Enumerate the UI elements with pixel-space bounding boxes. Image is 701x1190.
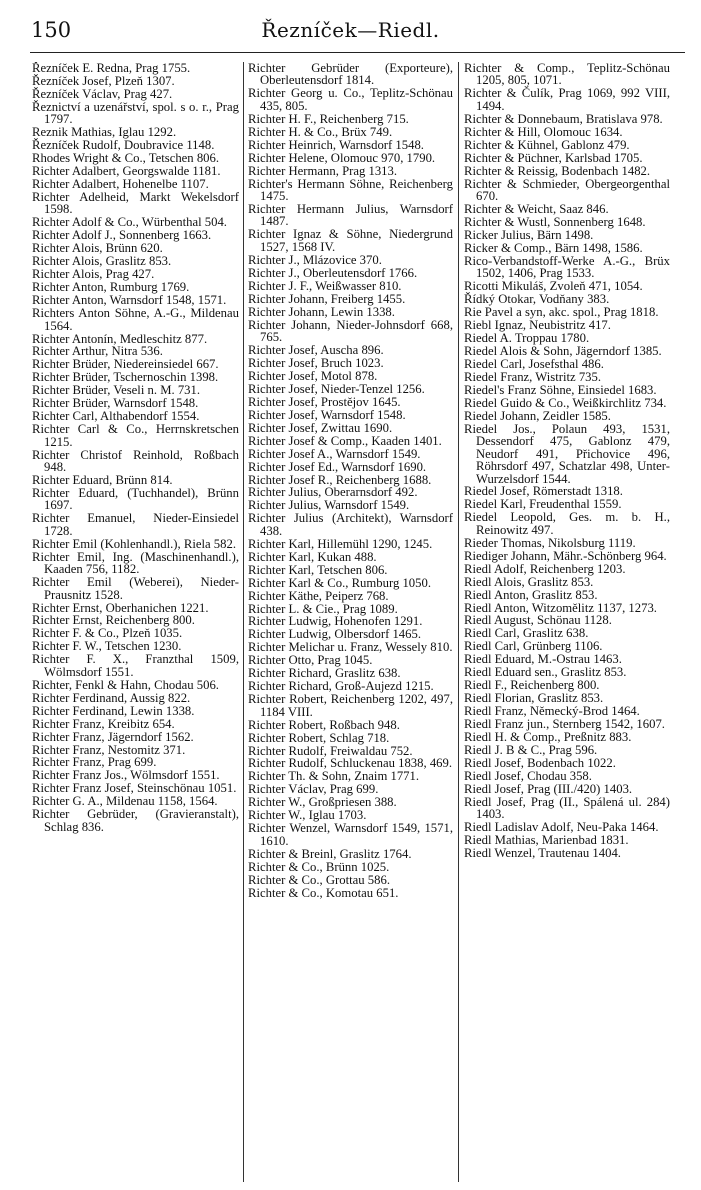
directory-entry: Richter Gebrüder, (Gravieranstalt), Schlag 836.: [32, 807, 239, 834]
directory-entry: Richter Arthur, Nitra 536.: [32, 344, 163, 359]
directory-entry: Richter Karl & Co., Rumburg 1050.: [248, 575, 432, 590]
directory-entry: Richter F. W., Tetschen 1230.: [32, 639, 182, 654]
directory-entry: Richter Josef R., Reichenberg 1688.: [248, 472, 432, 487]
directory-entry: Riedl Josef, Chodau 358.: [464, 768, 592, 783]
directory-entry: Richter Richard, Graslitz 638.: [248, 666, 401, 681]
directory-entry: Richter & Donnebaum, Bratislava 978.: [464, 111, 663, 126]
directory-entry: Richter Hermann Julius, Warnsdorf 1487.: [248, 201, 453, 229]
directory-entry: Richter Ferdinand, Lewin 1338.: [32, 703, 195, 718]
directory-entry: Richter Georg u. Co., Teplitz-Schönau 435, 805.: [248, 86, 453, 113]
directory-entry: Riedel Leopold, Ges. m. b. H., Reinowitz 497.: [464, 510, 670, 537]
directory-entry: Richter & Hill, Olomouc 1634.: [464, 124, 623, 139]
directory-entry: Richter Franz, Jägerndorf 1562.: [32, 729, 194, 744]
directory-entry: Riedel Josef, Römerstadt 1318.: [464, 484, 623, 499]
directory-entry: Richter Hermann, Prag 1313.: [248, 163, 398, 178]
directory-entry: Řídký Otokar, Vodňany 383.: [464, 292, 610, 307]
directory-entry: Richter W., Iglau 1703.: [248, 808, 367, 823]
directory-entry: Richter Josef, Prostějov 1645.: [248, 394, 401, 409]
directory-entry: Richter Emil (Kohlenhandl.), Riela 582.: [32, 536, 237, 551]
directory-entry: Richter Josef & Comp., Kaaden 1401.: [248, 433, 442, 448]
directory-entry: Richter Josef, Nieder-Tenzel 1256.: [248, 381, 425, 396]
directory-column-3: [464, 62, 670, 1182]
page-number: 150: [31, 18, 72, 42]
directory-entry: Richter Wenzel, Warnsdorf 1549, 1571, 1610.: [248, 821, 453, 848]
directory-entry: Richter Brüder, Warnsdorf 1548.: [32, 396, 199, 411]
directory-entry: Richter & Breinl, Graslitz 1764.: [248, 846, 412, 861]
directory-entry: Richter Johann, Lewin 1338.: [248, 304, 395, 319]
directory-entry: Richter Franz Josef, Steinschönau 1051.: [32, 781, 237, 796]
directory-entry: Rieder Thomas, Nikolsburg 1119.: [464, 535, 636, 550]
directory-entry: Řezníček Josef, Plzeň 1307.: [32, 73, 175, 88]
directory-entry: Richter & Kühnel, Gablonz 479.: [464, 137, 630, 152]
directory-entry: Richter Richard, Groß-Aujezd 1215.: [248, 679, 434, 694]
directory-entry: Richter Julius (Architekt), Warnsdorf 438.: [248, 511, 453, 538]
directory-entry: Riedl Eduard, M.-Ostrau 1463.: [464, 652, 622, 667]
directory-entry: Richter Franz, Kreibitz 654.: [32, 716, 175, 731]
directory-entry: Richter G. A., Mildenau 1158, 1564.: [32, 794, 218, 809]
directory-entry: Riedl Carl, Graslitz 638.: [464, 626, 589, 641]
directory-entry: Richter H. F., Reichenberg 715.: [248, 111, 409, 126]
directory-entry: Richter Brüder, Tschernoschin 1398.: [32, 370, 219, 385]
directory-entry: Richter J. F., Weißwasser 810.: [248, 278, 402, 293]
directory-entry: Richter Josef, Zwittau 1690.: [248, 420, 393, 435]
directory-entry: Richter Robert, Schlag 718.: [248, 730, 390, 745]
directory-entry: Richter Ernst, Oberhanichen 1221.: [32, 600, 209, 615]
directory-entry: Richter Emanuel, Nieder-Einsiedel 1728.: [32, 511, 239, 538]
directory-entry: Richter Adolf J., Sonnenberg 1663.: [32, 228, 212, 243]
directory-entry: Richter & Comp., Teplitz-Schönau 1205, 805, 1071.: [464, 62, 670, 88]
directory-entry: Richter Eduard, Brünn 814.: [32, 473, 173, 487]
directory-entry: Richter Emil (Weberei), Nieder-Prausnitz 1528.: [32, 575, 239, 602]
directory-entry: Řezníček Rudolf, Doubravice 1148.: [32, 138, 215, 153]
directory-entry: Riedl Adolf, Reichenberg 1203.: [464, 561, 626, 576]
directory-entry: Richter Ludwig, Hohenofen 1291.: [248, 614, 423, 629]
directory-entry: Richter Adelheid, Markt Wekelsdorf 1598.: [32, 190, 239, 217]
directory-entry: Richter Rudolf, Schluckenau 1838, 469.: [248, 756, 453, 771]
directory-entry: Riedel Franz, Wistritz 735.: [464, 369, 602, 384]
directory-entry: Riedl Ladislav Adolf, Neu-Paka 1464.: [464, 820, 659, 835]
directory-entry: Riedel Alois & Sohn, Jägerndorf 1385.: [464, 343, 662, 358]
directory-entry: Riedl Florian, Graslitz 853.: [464, 691, 604, 706]
directory-entry: Řezníček E. Redna, Prag 1755.: [32, 62, 191, 75]
directory-entry: Riedl Josef, Prag (II., Spálená ul. 284) 1403.: [464, 794, 670, 822]
directory-entry: Richter F. & Co., Plzeň 1035.: [32, 626, 183, 641]
directory-entry: Richter Ernst, Reichenberg 800.: [32, 613, 195, 628]
directory-entry: Richter Josef A., Warnsdorf 1549.: [248, 446, 421, 461]
directory-entry: Riedl Franz jun., Sternberg 1542, 1607.: [464, 717, 665, 732]
directory-entry: Richter Karl, Kukan 488.: [248, 549, 377, 564]
directory-entry: Richter & Schmieder, Obergeorgenthal 670.: [464, 176, 670, 204]
directory-entry: Richter Adolf & Co., Würbenthal 504.: [32, 215, 227, 230]
directory-entry: Richter Ferdinand, Aussig 822.: [32, 690, 191, 705]
directory-entry: Riedel A. Troppau 1780.: [464, 331, 590, 346]
directory-entry: Richter Ignaz & Söhne, Niedergrund 1527, 1568 IV.: [248, 227, 453, 254]
directory-entry: Ricker Julius, Bärn 1498.: [464, 227, 594, 242]
directory-entry: Řezníček Václav, Prag 427.: [32, 86, 173, 101]
directory-entry: Riedl Franz, Německý-Brod 1464.: [464, 704, 640, 719]
directory-entry: Richters Anton Söhne, A.-G., Mildenau 1564.: [32, 306, 239, 333]
header-rule: [30, 52, 685, 53]
column-divider: [243, 62, 244, 1182]
directory-entry: Richter Christof Reinhold, Roßbach 948.: [32, 447, 239, 475]
running-head: Řezníček—Riedl.: [261, 18, 440, 42]
directory-entry: Riedl Wenzel, Trautenau 1404.: [464, 846, 621, 861]
directory-entry: Richter L. & Cie., Prag 1089.: [248, 601, 398, 616]
directory-column-2: [248, 62, 453, 1182]
directory-entry: Richter Antonín, Medleschitz 877.: [32, 331, 208, 346]
directory-entry: Riedel Guido & Co., Weißkirchlitz 734.: [464, 395, 667, 410]
directory-entry: Ricotti Mikuláš, Zvoleň 471, 1054.: [464, 279, 643, 294]
directory-entry: Richter & Čulík, Prag 1069, 992 VIII, 1494.: [464, 86, 670, 113]
directory-entry: Richter Rudolf, Freiwaldau 752.: [248, 743, 413, 758]
directory-entry: Richter Ludwig, Olbersdorf 1465.: [248, 627, 422, 642]
directory-entry: Riedl Anton, Witzomělitz 1137, 1273.: [464, 600, 657, 615]
directory-entry: Richter W., Großpriesen 388.: [248, 795, 397, 810]
directory-entry: Richter Josef, Motol 878.: [248, 368, 378, 383]
directory-entry: Riedel Carl, Josefsthal 486.: [464, 356, 604, 371]
directory-entry: Richter Anton, Rumburg 1769.: [32, 280, 190, 295]
directory-entry: Richter H. & Co., Brüx 749.: [248, 124, 393, 139]
directory-entry: Richter Robert, Reichenberg 1202, 497, 1184 VIII.: [248, 692, 453, 719]
directory-entry: Richter Alois, Brünn 620.: [32, 241, 163, 256]
directory-entry: Richter & Reissig, Bodenbach 1482.: [464, 163, 651, 178]
directory-entry: Richter & Co., Grottau 586.: [248, 872, 391, 887]
directory-entry: Riedl Anton, Graslitz 853.: [464, 587, 598, 602]
directory-entry: Richter & Weicht, Saaz 846.: [464, 201, 609, 216]
directory-entry: Richter Eduard, (Tuchhandel), Brünn 1697.: [32, 485, 239, 513]
directory-entry: Riedel's Franz Söhne, Einsiedel 1683.: [464, 382, 657, 397]
directory-entry: Richter Karl, Hillemühl 1290, 1245.: [248, 536, 433, 551]
directory-entry: Richter Johann, Nieder-Johnsdorf 668, 765.: [248, 317, 453, 345]
directory-entry: Riediger Johann, Mähr.-Schönberg 964.: [464, 548, 667, 563]
page-header: [0, 14, 701, 46]
directory-entry: Richter Alois, Graslitz 853.: [32, 254, 172, 269]
directory-entry: Richter Franz, Prag 699.: [32, 755, 157, 770]
directory-entry: Richter J., Mlázovice 370.: [248, 252, 382, 267]
directory-entry: Riedl Eduard sen., Graslitz 853.: [464, 665, 627, 680]
directory-entry: Richter Heinrich, Warnsdorf 1548.: [248, 137, 424, 152]
directory-entry: Richter Franz, Nestomitz 371.: [32, 742, 186, 757]
directory-entry: Riedel Jos., Polaun 493, 1531, Dessendorf 475, Gablonz 479, Neudorf 491, Přichovice 496, Röhrsdorf 497, Schatzlar 498, Unter-Wurzelsdorf 1544.: [464, 421, 670, 486]
directory-entry: Richter Emil, Ing. (Maschinenhandl.), Kaaden 756, 1182.: [32, 549, 239, 577]
directory-entry: Richter's Hermann Söhne, Reichenberg 1475.: [248, 176, 453, 204]
directory-entry: Richter Melichar u. Franz, Wessely 810.: [248, 640, 453, 655]
directory-entry: Richter Carl, Althabendorf 1554.: [32, 409, 200, 424]
directory-entry: Richter Václav, Prag 699.: [248, 782, 379, 797]
directory-entry: Richter Josef, Warnsdorf 1548.: [248, 407, 406, 422]
directory-entry: Richter & Co., Komotau 651.: [248, 885, 399, 900]
directory-entry: Richter Adalbert, Georgswalde 1181.: [32, 164, 221, 179]
directory-entry: Rie Pavel a syn, akc. spol., Prag 1818.: [464, 305, 659, 320]
directory-entry: Richter Brüder, Niedereinsiedel 667.: [32, 357, 219, 372]
directory-entry: Richter Josef Ed., Warnsdorf 1690.: [248, 459, 427, 474]
directory-entry: Richter Anton, Warnsdorf 1548, 1571.: [32, 293, 227, 308]
directory-entry: Richter, Fenkl & Hahn, Chodau 506.: [32, 677, 219, 692]
directory-entry: Riedl Josef, Prag (III./420) 1403.: [464, 781, 633, 796]
directory-entry: Richter Gebrüder (Exporteure), Oberleutensdorf 1814.: [248, 62, 453, 88]
directory-entry: Riedl Mathias, Marienbad 1831.: [464, 833, 629, 848]
directory-entry: Richter Brüder, Veseli n. M. 731.: [32, 383, 201, 398]
directory-entry: Riedl Josef, Bodenbach 1022.: [464, 755, 616, 770]
directory-entry: Riedel Karl, Freudenthal 1559.: [464, 497, 622, 512]
directory-entry: Riedl J. B & C., Prag 596.: [464, 743, 598, 758]
directory-entry: Richter Julius, Oberarnsdorf 492.: [248, 485, 418, 500]
directory-entry: Riedl F., Reichenberg 800.: [464, 678, 600, 693]
directory-entry: Richter Josef, Auscha 896.: [248, 342, 384, 357]
directory-entry: Richter Julius, Warnsdorf 1549.: [248, 498, 410, 513]
directory-entry: Riedel Johann, Zeidler 1585.: [464, 408, 611, 423]
directory-entry: Řeznictví a uzenářství, spol. s o. r., Prag 1797.: [32, 99, 239, 127]
directory-entry: Richter Franz Jos., Wölmsdorf 1551.: [32, 768, 220, 783]
directory-entry: Richter Karl, Tetschen 806.: [248, 562, 388, 577]
directory-entry: Richter Otto, Prag 1045.: [248, 653, 373, 668]
directory-entry: Richter & Co., Brünn 1025.: [248, 859, 390, 874]
directory-entry: Richter Josef, Bruch 1023.: [248, 355, 384, 370]
directory-entry: Richter Helene, Olomouc 970, 1790.: [248, 150, 436, 165]
directory-entry: Richter Adalbert, Hohenelbe 1107.: [32, 177, 209, 192]
directory-entry: Richter Alois, Prag 427.: [32, 267, 155, 282]
directory-entry: Riedl H. & Comp., Preßnitz 883.: [464, 730, 632, 745]
directory-entry: Richter F. X., Franzthal 1509, Wölmsdorf 1551.: [32, 652, 239, 679]
directory-entry: Richter J., Oberleutensdorf 1766.: [248, 265, 418, 280]
directory-entry: Richter & Püchner, Karlsbad 1705.: [464, 150, 643, 165]
directory-entry: Richter Th. & Sohn, Znaim 1771.: [248, 769, 420, 784]
directory-entry: Ricker & Comp., Bärn 1498, 1586.: [464, 240, 643, 255]
column-divider: [458, 62, 459, 1182]
directory-entry: Riedl August, Schönau 1128.: [464, 613, 612, 628]
directory-entry: Rico-Verbandstoff-Werke A.-G., Brüx 1502, 1406, Prag 1533.: [464, 253, 670, 281]
directory-entry: Richter Carl & Co., Herrnskretschen 1215.: [32, 422, 239, 449]
directory-column-1: [32, 62, 239, 1182]
directory-entry: Richter Käthe, Peiperz 768.: [248, 588, 389, 603]
directory-entry: Richter Robert, Roßbach 948.: [248, 717, 400, 732]
directory-entry: Richter Johann, Freiberg 1455.: [248, 291, 406, 306]
directory-entry: Riebl Ignaz, Neubistritz 417.: [464, 318, 611, 333]
directory-entry: Riedl Carl, Grünberg 1106.: [464, 639, 603, 654]
directory-entry: Riedl Alois, Graslitz 853.: [464, 574, 594, 589]
directory-entry: Reznik Mathias, Iglau 1292.: [32, 125, 177, 140]
directory-entry: Rhodes Wright & Co., Tetschen 806.: [32, 151, 220, 166]
directory-entry: Richter & Wustl, Sonnenberg 1648.: [464, 214, 646, 229]
